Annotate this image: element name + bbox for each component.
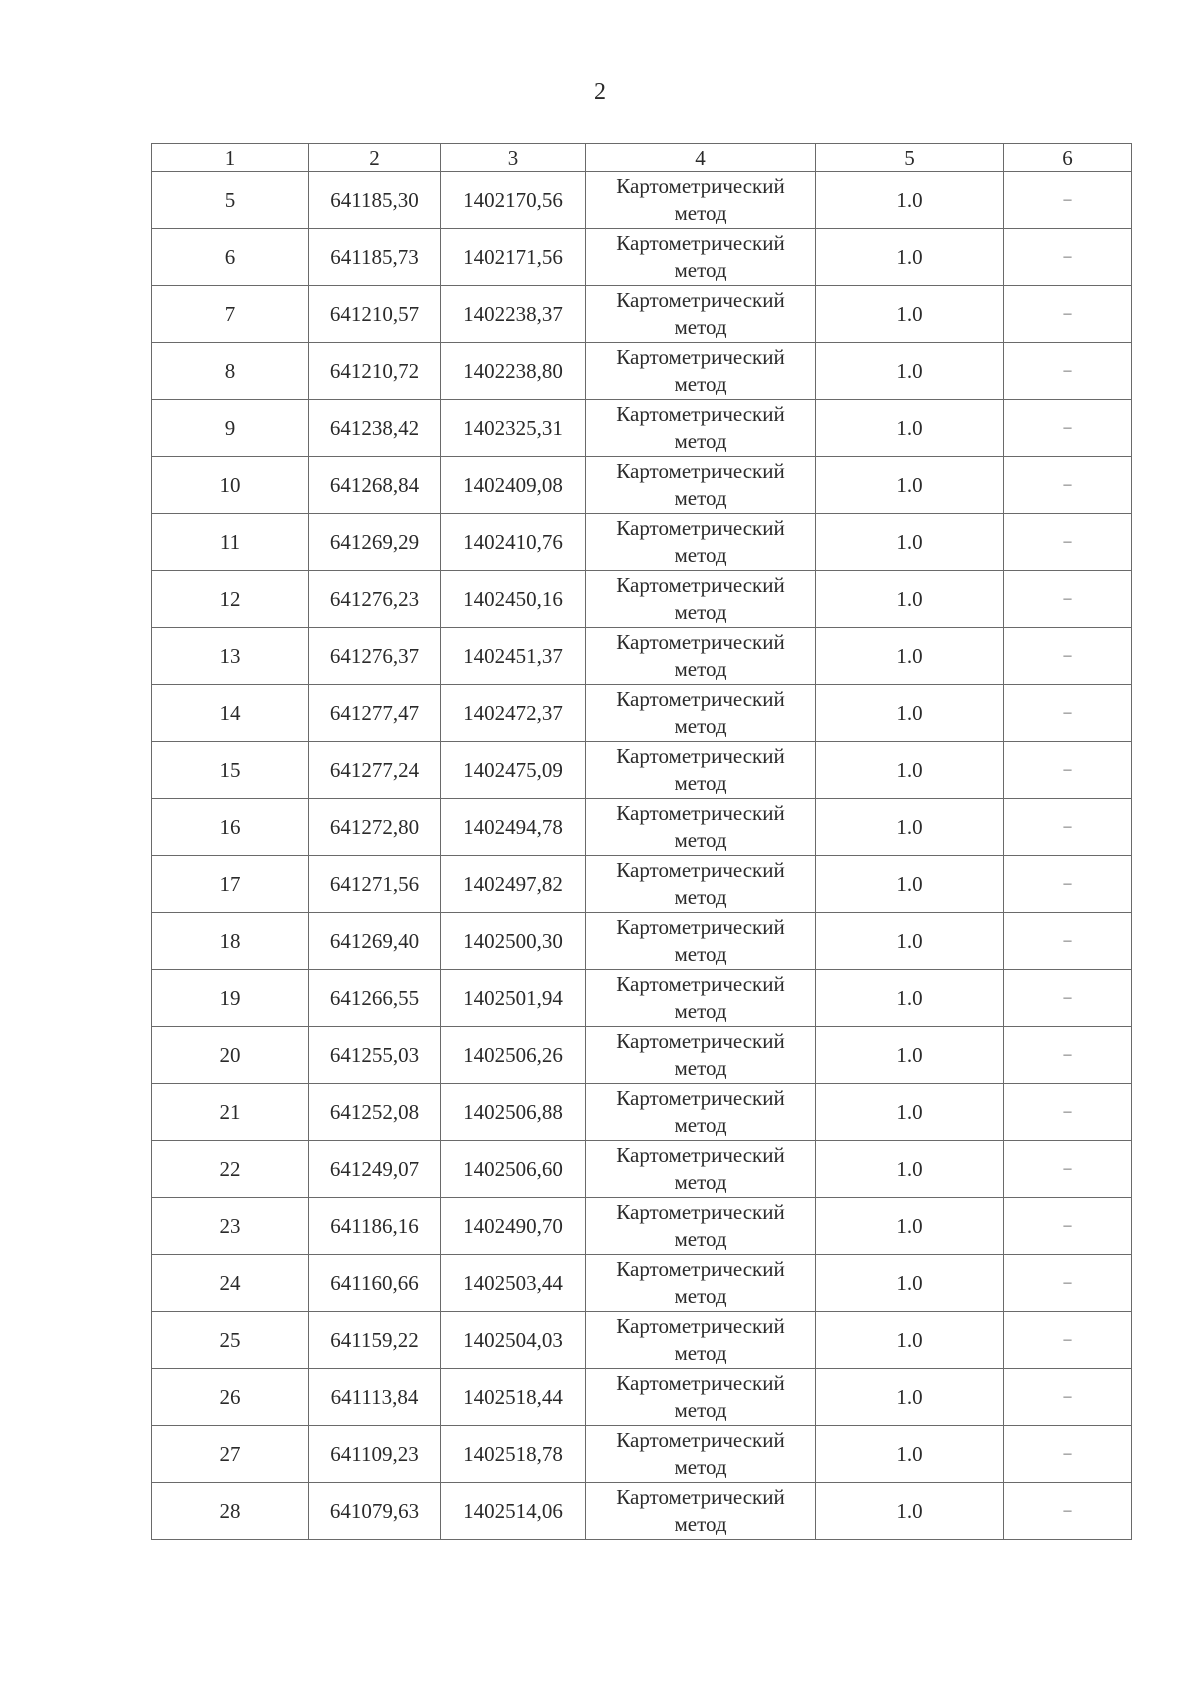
method-line-2: метод	[674, 1512, 727, 1536]
method-cell	[586, 400, 816, 457]
point-number-cell: 7	[152, 286, 309, 343]
accuracy-cell: 1.0	[816, 913, 1004, 970]
accuracy-cell: 1.0	[816, 457, 1004, 514]
method-line-1: Картометрический	[616, 402, 785, 426]
y-coordinate-cell: 1402506,88	[441, 1084, 586, 1141]
method-line-1: Картометрический	[616, 972, 785, 996]
method-cell	[586, 457, 816, 514]
method-line-1: Картометрический	[616, 174, 785, 198]
method-line-1: Картометрический	[616, 1029, 785, 1053]
method-line-1: Картометрический	[616, 459, 785, 483]
x-coordinate-cell: 641238,42	[309, 400, 441, 457]
note-cell: –	[1004, 286, 1132, 343]
table-row	[152, 571, 1132, 628]
note-cell: –	[1004, 856, 1132, 913]
x-coordinate-cell: 641159,22	[309, 1312, 441, 1369]
note-cell: –	[1004, 1483, 1132, 1540]
x-coordinate-cell: 641269,29	[309, 514, 441, 571]
x-coordinate-cell: 641252,08	[309, 1084, 441, 1141]
column-header-2: 2	[309, 144, 441, 172]
method-cell	[586, 1198, 816, 1255]
point-number-cell: 25	[152, 1312, 309, 1369]
method-line-2: метод	[674, 771, 727, 795]
table-row	[152, 742, 1132, 799]
table-row	[152, 628, 1132, 685]
x-coordinate-cell: 641185,73	[309, 229, 441, 286]
note-cell: –	[1004, 229, 1132, 286]
method-line-2: метод	[674, 543, 727, 567]
x-coordinate-cell: 641277,47	[309, 685, 441, 742]
point-number-cell: 22	[152, 1141, 309, 1198]
point-number-cell: 20	[152, 1027, 309, 1084]
method-cell	[586, 1255, 816, 1312]
accuracy-cell: 1.0	[816, 400, 1004, 457]
method-line-2: метод	[674, 372, 727, 396]
accuracy-cell: 1.0	[816, 742, 1004, 799]
table-row	[152, 856, 1132, 913]
accuracy-cell: 1.0	[816, 1369, 1004, 1426]
method-line-1: Картометрический	[616, 231, 785, 255]
table-body	[152, 172, 1132, 1540]
method-line-2: метод	[674, 1113, 727, 1137]
method-line-1: Картометрический	[616, 288, 785, 312]
point-number-cell: 13	[152, 628, 309, 685]
note-cell: –	[1004, 1141, 1132, 1198]
note-cell: –	[1004, 1255, 1132, 1312]
method-line-1: Картометрический	[616, 1428, 785, 1452]
method-cell	[586, 172, 816, 229]
accuracy-cell: 1.0	[816, 1483, 1004, 1540]
y-coordinate-cell: 1402325,31	[441, 400, 586, 457]
method-line-2: метод	[674, 1170, 727, 1194]
method-line-2: метод	[674, 600, 727, 624]
note-cell: –	[1004, 343, 1132, 400]
x-coordinate-cell: 641210,57	[309, 286, 441, 343]
accuracy-cell: 1.0	[816, 1198, 1004, 1255]
accuracy-cell: 1.0	[816, 856, 1004, 913]
point-number-cell: 18	[152, 913, 309, 970]
accuracy-cell: 1.0	[816, 1027, 1004, 1084]
y-coordinate-cell: 1402494,78	[441, 799, 586, 856]
method-line-2: метод	[674, 1284, 727, 1308]
method-line-2: метод	[674, 1398, 727, 1422]
method-line-1: Картометрический	[616, 687, 785, 711]
x-coordinate-cell: 641160,66	[309, 1255, 441, 1312]
table-row	[152, 1084, 1132, 1141]
method-cell	[586, 1141, 816, 1198]
method-line-1: Картометрический	[616, 1257, 785, 1281]
method-line-2: метод	[674, 714, 727, 738]
method-line-2: метод	[674, 1227, 727, 1251]
column-header-3: 3	[441, 144, 586, 172]
note-cell: –	[1004, 1198, 1132, 1255]
method-line-2: метод	[674, 486, 727, 510]
table-row	[152, 1027, 1132, 1084]
y-coordinate-cell: 1402170,56	[441, 172, 586, 229]
accuracy-cell: 1.0	[816, 229, 1004, 286]
method-cell	[586, 229, 816, 286]
page-number: 2	[594, 79, 606, 105]
table-row	[152, 172, 1132, 229]
x-coordinate-cell: 641276,23	[309, 571, 441, 628]
point-number-cell: 8	[152, 343, 309, 400]
accuracy-cell: 1.0	[816, 514, 1004, 571]
y-coordinate-cell: 1402490,70	[441, 1198, 586, 1255]
method-line-1: Картометрический	[616, 801, 785, 825]
accuracy-cell: 1.0	[816, 286, 1004, 343]
method-cell	[586, 1483, 816, 1540]
x-coordinate-cell: 641186,16	[309, 1198, 441, 1255]
point-number-cell: 16	[152, 799, 309, 856]
x-coordinate-cell: 641277,24	[309, 742, 441, 799]
accuracy-cell: 1.0	[816, 628, 1004, 685]
accuracy-cell: 1.0	[816, 799, 1004, 856]
y-coordinate-cell: 1402497,82	[441, 856, 586, 913]
x-coordinate-cell: 641269,40	[309, 913, 441, 970]
method-line-2: метод	[674, 828, 727, 852]
table-row	[152, 1312, 1132, 1369]
method-line-1: Картометрический	[616, 1485, 785, 1509]
table-row	[152, 229, 1132, 286]
y-coordinate-cell: 1402518,78	[441, 1426, 586, 1483]
table-row	[152, 685, 1132, 742]
x-coordinate-cell: 641271,56	[309, 856, 441, 913]
y-coordinate-cell: 1402504,03	[441, 1312, 586, 1369]
method-line-2: метод	[674, 657, 727, 681]
x-coordinate-cell: 641266,55	[309, 970, 441, 1027]
note-cell: –	[1004, 514, 1132, 571]
table-row	[152, 799, 1132, 856]
point-number-cell: 14	[152, 685, 309, 742]
method-cell	[586, 970, 816, 1027]
table-row	[152, 970, 1132, 1027]
y-coordinate-cell: 1402409,08	[441, 457, 586, 514]
method-line-1: Картометрический	[616, 1371, 785, 1395]
accuracy-cell: 1.0	[816, 1312, 1004, 1369]
method-line-1: Картометрический	[616, 516, 785, 540]
accuracy-cell: 1.0	[816, 1255, 1004, 1312]
table-row	[152, 1369, 1132, 1426]
method-line-1: Картометрический	[616, 744, 785, 768]
method-cell	[586, 1084, 816, 1141]
method-cell	[586, 628, 816, 685]
note-cell: –	[1004, 970, 1132, 1027]
note-cell: –	[1004, 913, 1132, 970]
accuracy-cell: 1.0	[816, 571, 1004, 628]
x-coordinate-cell: 641268,84	[309, 457, 441, 514]
table-row	[152, 343, 1132, 400]
note-cell: –	[1004, 1084, 1132, 1141]
method-line-1: Картометрический	[616, 630, 785, 654]
method-cell	[586, 856, 816, 913]
table-row	[152, 1255, 1132, 1312]
y-coordinate-cell: 1402238,37	[441, 286, 586, 343]
method-line-2: метод	[674, 201, 727, 225]
coordinates-table	[151, 143, 1132, 1540]
table-row	[152, 1198, 1132, 1255]
accuracy-cell: 1.0	[816, 970, 1004, 1027]
note-cell: –	[1004, 571, 1132, 628]
note-cell: –	[1004, 1426, 1132, 1483]
method-line-2: метод	[674, 1056, 727, 1080]
method-line-1: Картометрический	[616, 1314, 785, 1338]
point-number-cell: 28	[152, 1483, 309, 1540]
note-cell: –	[1004, 742, 1132, 799]
x-coordinate-cell: 641185,30	[309, 172, 441, 229]
method-line-1: Картометрический	[616, 345, 785, 369]
method-line-2: метод	[674, 258, 727, 282]
method-line-2: метод	[674, 429, 727, 453]
table-row	[152, 286, 1132, 343]
x-coordinate-cell: 641079,63	[309, 1483, 441, 1540]
table-row	[152, 400, 1132, 457]
x-coordinate-cell: 641210,72	[309, 343, 441, 400]
note-cell: –	[1004, 457, 1132, 514]
note-cell: –	[1004, 400, 1132, 457]
column-header-4: 4	[586, 144, 816, 172]
method-line-2: метод	[674, 1341, 727, 1365]
y-coordinate-cell: 1402518,44	[441, 1369, 586, 1426]
x-coordinate-cell: 641255,03	[309, 1027, 441, 1084]
y-coordinate-cell: 1402171,56	[441, 229, 586, 286]
accuracy-cell: 1.0	[816, 1141, 1004, 1198]
x-coordinate-cell: 641113,84	[309, 1369, 441, 1426]
y-coordinate-cell: 1402514,06	[441, 1483, 586, 1540]
y-coordinate-cell: 1402451,37	[441, 628, 586, 685]
method-cell	[586, 1426, 816, 1483]
point-number-cell: 26	[152, 1369, 309, 1426]
method-cell	[586, 685, 816, 742]
accuracy-cell: 1.0	[816, 172, 1004, 229]
column-header-5: 5	[816, 144, 1004, 172]
point-number-cell: 15	[152, 742, 309, 799]
method-line-2: метод	[674, 885, 727, 909]
method-cell	[586, 514, 816, 571]
point-number-cell: 9	[152, 400, 309, 457]
x-coordinate-cell: 641109,23	[309, 1426, 441, 1483]
y-coordinate-cell: 1402506,60	[441, 1141, 586, 1198]
accuracy-cell: 1.0	[816, 685, 1004, 742]
method-cell	[586, 1312, 816, 1369]
point-number-cell: 24	[152, 1255, 309, 1312]
point-number-cell: 23	[152, 1198, 309, 1255]
point-number-cell: 11	[152, 514, 309, 571]
y-coordinate-cell: 1402238,80	[441, 343, 586, 400]
accuracy-cell: 1.0	[816, 1426, 1004, 1483]
header-row	[152, 144, 1132, 172]
table-row	[152, 1483, 1132, 1540]
point-number-cell: 10	[152, 457, 309, 514]
y-coordinate-cell: 1402506,26	[441, 1027, 586, 1084]
note-cell: –	[1004, 685, 1132, 742]
method-cell	[586, 343, 816, 400]
method-line-1: Картометрический	[616, 1143, 785, 1167]
y-coordinate-cell: 1402475,09	[441, 742, 586, 799]
table-row	[152, 1141, 1132, 1198]
accuracy-cell: 1.0	[816, 343, 1004, 400]
y-coordinate-cell: 1402500,30	[441, 913, 586, 970]
table-row	[152, 1426, 1132, 1483]
point-number-cell: 5	[152, 172, 309, 229]
method-line-1: Картометрический	[616, 858, 785, 882]
point-number-cell: 19	[152, 970, 309, 1027]
method-line-1: Картометрический	[616, 1086, 785, 1110]
method-cell	[586, 1027, 816, 1084]
method-line-1: Картометрический	[616, 915, 785, 939]
point-number-cell: 21	[152, 1084, 309, 1141]
method-line-2: метод	[674, 999, 727, 1023]
method-cell	[586, 913, 816, 970]
method-cell	[586, 799, 816, 856]
method-line-1: Картометрический	[616, 573, 785, 597]
y-coordinate-cell: 1402450,16	[441, 571, 586, 628]
y-coordinate-cell: 1402410,76	[441, 514, 586, 571]
column-header-6: 6	[1004, 144, 1132, 172]
y-coordinate-cell: 1402472,37	[441, 685, 586, 742]
note-cell: –	[1004, 1027, 1132, 1084]
table-header	[152, 144, 1132, 172]
method-line-2: метод	[674, 1455, 727, 1479]
note-cell: –	[1004, 799, 1132, 856]
method-cell	[586, 1369, 816, 1426]
point-number-cell: 17	[152, 856, 309, 913]
point-number-cell: 27	[152, 1426, 309, 1483]
accuracy-cell: 1.0	[816, 1084, 1004, 1141]
method-line-1: Картометрический	[616, 1200, 785, 1224]
table-row	[152, 457, 1132, 514]
x-coordinate-cell: 641249,07	[309, 1141, 441, 1198]
method-line-2: метод	[674, 942, 727, 966]
table-row	[152, 514, 1132, 571]
column-header-1: 1	[152, 144, 309, 172]
point-number-cell: 6	[152, 229, 309, 286]
note-cell: –	[1004, 172, 1132, 229]
point-number-cell: 12	[152, 571, 309, 628]
y-coordinate-cell: 1402501,94	[441, 970, 586, 1027]
y-coordinate-cell: 1402503,44	[441, 1255, 586, 1312]
x-coordinate-cell: 641276,37	[309, 628, 441, 685]
note-cell: –	[1004, 1312, 1132, 1369]
x-coordinate-cell: 641272,80	[309, 799, 441, 856]
note-cell: –	[1004, 1369, 1132, 1426]
method-cell	[586, 571, 816, 628]
method-cell	[586, 742, 816, 799]
table-row	[152, 913, 1132, 970]
note-cell: –	[1004, 628, 1132, 685]
method-line-2: метод	[674, 315, 727, 339]
method-cell	[586, 286, 816, 343]
